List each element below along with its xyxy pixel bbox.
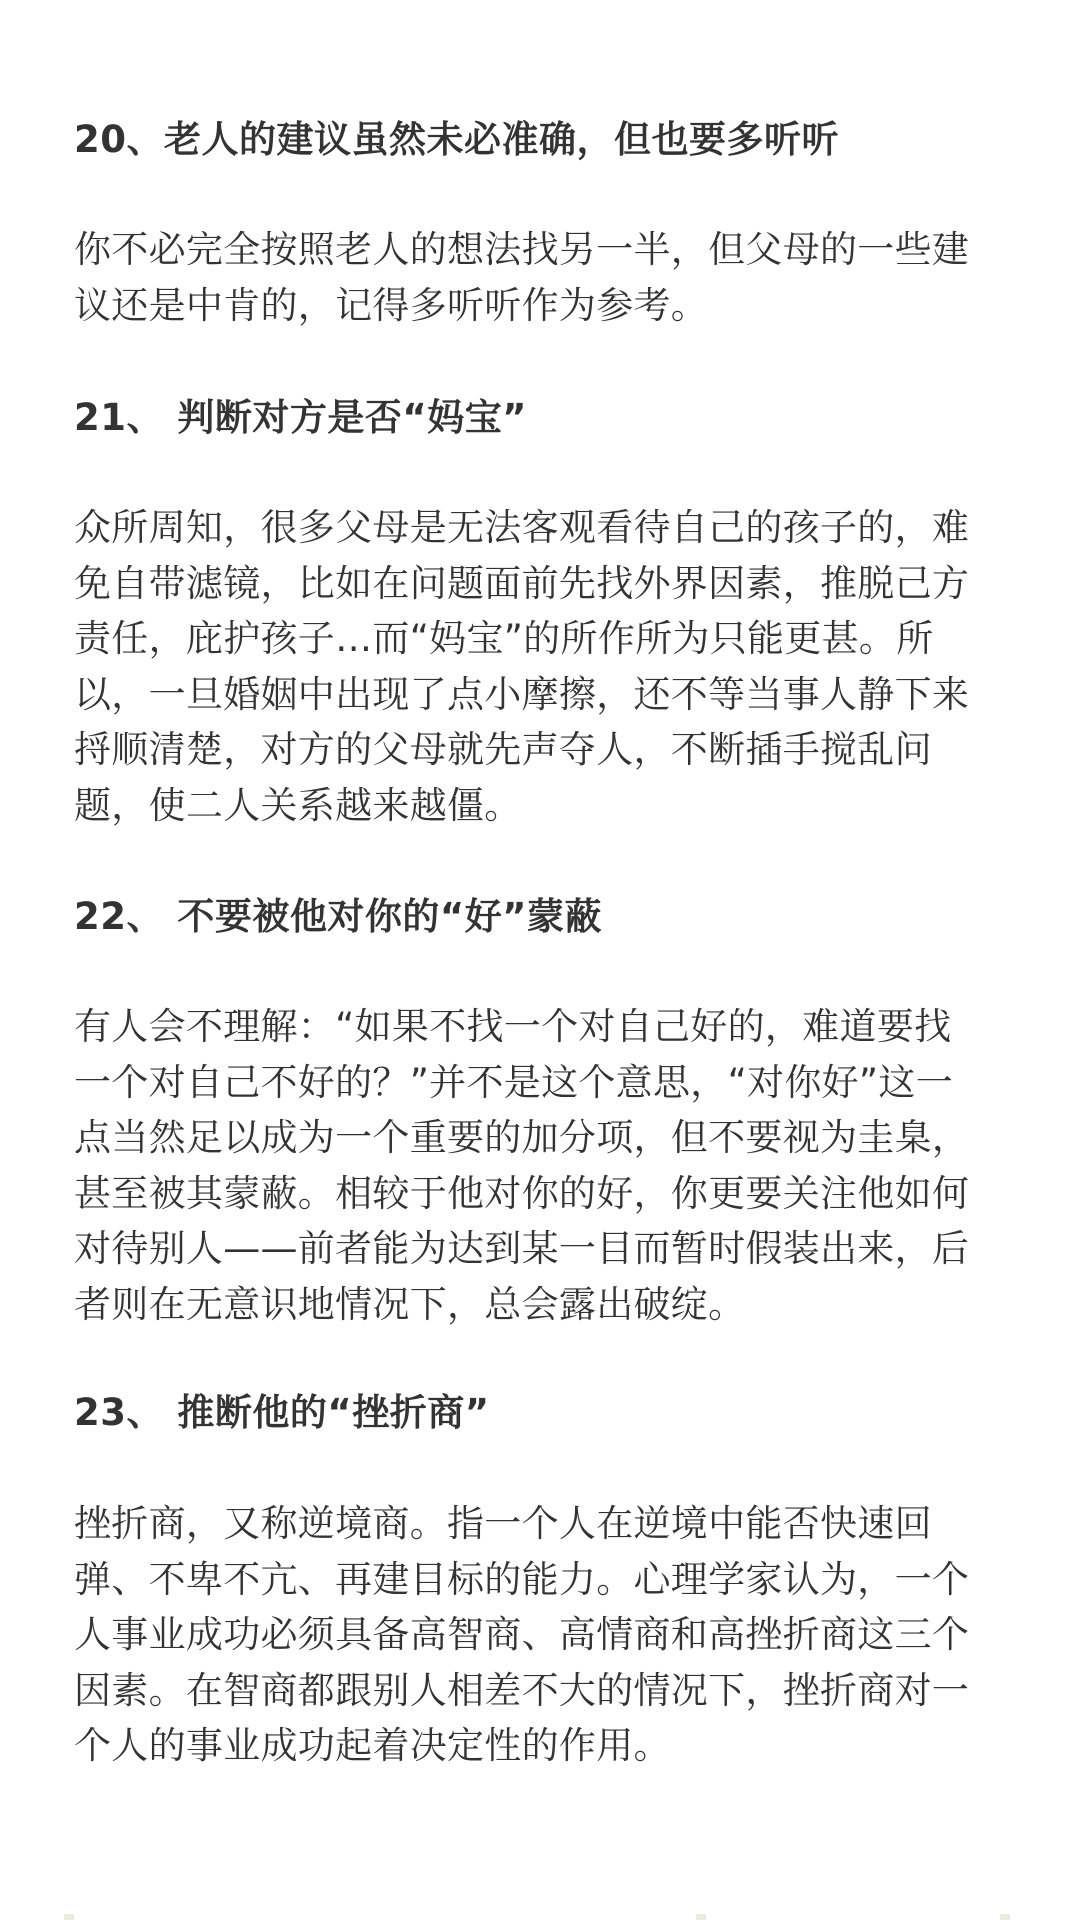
bottom-edge-mark — [1000, 1914, 1010, 1920]
bottom-edge-mark — [696, 1914, 706, 1920]
paragraph-line: 个人的事业成功起着决定性的作用。 — [74, 1724, 671, 1767]
paragraph-line: 以，一旦婚姻中出现了点小摩擦，还不等当事人静下来 — [74, 672, 970, 716]
section-body-21 — [74, 500, 1010, 833]
section-heading-21: 21、 判断对方是否“妈宝” — [74, 396, 528, 439]
paragraph-line: 众所周知，很多父母是无法客观看待自己的孩子的，难 — [74, 506, 970, 549]
paragraph-line: 责任，庇护孩子…而“妈宝”的所作所为只能更甚。所 — [74, 617, 934, 660]
paragraph-line: 弹、不卑不亢、再建目标的能力。心理学家认为，一个 — [74, 1557, 970, 1601]
paragraph-line: 一个对自己不好的？”并不是这个意思，“对你好”这一 — [74, 1060, 954, 1104]
bottom-edge-mark — [64, 1914, 74, 1920]
paragraph-line: 者则在无意识地情况下，总会露出破绽。 — [74, 1282, 746, 1326]
section-heading-23: 23、 推断他的“挫折商” — [74, 1391, 490, 1434]
paragraph-line: 有人会不理解：“如果不找一个对自己好的，难道要找 — [74, 1005, 952, 1048]
section-heading-20: 20、老人的建议虽然未必准确，但也要多听听 — [74, 118, 839, 161]
paragraph-line: 议还是中肯的，记得多听听作为参考。 — [74, 283, 709, 327]
paragraph-line: 捋顺清楚，对方的父母就先声夺人，不断插手搅乱问 — [74, 728, 932, 771]
section-heading-22: 22、 不要被他对你的“好”蒙蔽 — [74, 895, 603, 938]
paragraph-line: 挫折商，又称逆境商。指一个人在逆境中能否快速回 — [74, 1502, 932, 1545]
paragraph-line: 点当然足以成为一个重要的加分项，但不要视为圭臬， — [74, 1116, 970, 1159]
section-body-20 — [74, 222, 1010, 333]
paragraph-line: 对待别人——前者能为达到某一目而暂时假装出来，后 — [74, 1227, 970, 1270]
paragraph-line: 免自带滤镜，比如在问题面前先找外界因素，推脱己方 — [74, 561, 970, 605]
paragraph-line: 题，使二人关系越来越僵。 — [74, 783, 522, 827]
paragraph-line: 因素。在智商都跟别人相差不大的情况下，挫折商对一 — [74, 1668, 970, 1712]
section-body-22 — [74, 999, 1010, 1332]
paragraph-line: 你不必完全按照老人的想法找另一半，但父母的一些建 — [74, 228, 970, 271]
paragraph-line: 甚至被其蒙蔽。相较于他对你的好，你更要关注他如何 — [74, 1171, 970, 1215]
section-body-23 — [74, 1496, 1010, 1774]
paragraph-line: 人事业成功必须具备高智商、高情商和高挫折商这三个 — [74, 1613, 970, 1656]
